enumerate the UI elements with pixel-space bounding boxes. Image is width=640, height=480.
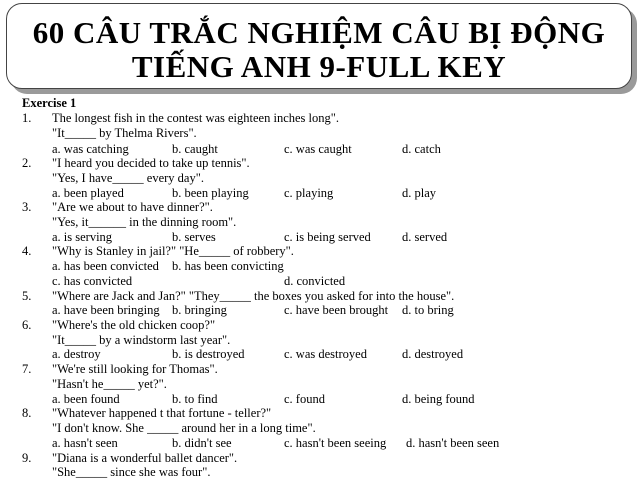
option-a: a. been played	[52, 186, 124, 200]
question-text: "I don't know. She _____ around her in a long time".	[52, 421, 316, 435]
option-d: d. being found	[402, 392, 475, 406]
option-a: a. been found	[52, 392, 120, 406]
question-number: 4.	[22, 244, 32, 258]
option-d: d. convicted	[284, 274, 346, 288]
option-d: d. catch	[402, 142, 441, 156]
question-number: 6.	[22, 318, 32, 332]
question-text: "Are we about to have dinner?".	[52, 200, 213, 214]
option-c: c. has convicted	[52, 274, 133, 288]
option-c: c. have been brought	[284, 303, 389, 317]
question-number: 8.	[22, 406, 32, 420]
question-number: 2.	[22, 156, 32, 170]
question-number: 5.	[22, 289, 32, 303]
option-b: b. caught	[172, 142, 218, 156]
option-d: d. served	[402, 230, 448, 244]
option-b: b. has been convicting	[172, 259, 284, 273]
question-number: 7.	[22, 362, 32, 376]
question-text: "Yes, I have_____ every day".	[52, 171, 204, 185]
question-text: "Yes, it______ in the dinning room".	[52, 215, 237, 229]
title-banner	[6, 3, 632, 89]
question-text: "Diana is a wonderful ballet dancer".	[52, 451, 238, 465]
question-text: "Hasn't he_____ yet?".	[52, 377, 167, 391]
question-text: "It_____ by a windstorm last year".	[52, 333, 231, 347]
option-a: a. was catching	[52, 142, 129, 156]
option-c: c. is being served	[284, 230, 371, 244]
option-c: c. hasn't been seeing	[284, 436, 387, 450]
question-text: "Whatever happened t that fortune - teller?"	[52, 406, 272, 420]
option-b: b. been playing	[172, 186, 249, 200]
option-d: d. play	[402, 186, 437, 200]
option-a: a. is serving	[52, 230, 113, 244]
option-a: a. have been bringing	[52, 303, 160, 317]
title-line-1: 60 CÂU TRẮC NGHIỆM CÂU BỊ ĐỘNG	[32, 15, 606, 50]
title-line-2: TIẾNG ANH 9-FULL KEY	[131, 49, 507, 84]
question-text: "Where's the old chicken coop?"	[52, 318, 216, 332]
question-text: The longest fish in the contest was eighteen inches long".	[52, 111, 339, 125]
option-b: b. didn't see	[172, 436, 232, 450]
question-text: "It_____ by Thelma Rivers".	[52, 126, 197, 140]
question-number: 9.	[22, 451, 32, 465]
option-a: a. hasn't seen	[52, 436, 118, 450]
option-a: a. has been convicted	[52, 259, 159, 273]
option-c: c. playing	[284, 186, 334, 200]
exercise-heading: Exercise 1	[22, 96, 77, 110]
option-b: b. bringing	[172, 303, 227, 317]
option-d: d. hasn't been seen	[406, 436, 500, 450]
option-a: a. destroy	[52, 347, 101, 361]
question-number: 3.	[22, 200, 32, 214]
question-number: 1.	[22, 111, 32, 125]
question-text: "We're still looking for Thomas".	[52, 362, 218, 376]
question-text: "Where are Jack and Jan?" "They_____ the boxes you asked for into the house".	[52, 289, 455, 303]
option-b: b. serves	[172, 230, 216, 244]
option-b: b. to find	[172, 392, 218, 406]
option-d: d. destroyed	[402, 347, 464, 361]
question-text: "She_____ since she was four".	[52, 465, 211, 479]
option-d: d. to bring	[402, 303, 454, 317]
option-c: c. found	[284, 392, 325, 406]
option-b: b. is destroyed	[172, 347, 245, 361]
option-c: c. was destroyed	[284, 347, 367, 361]
option-c: c. was caught	[284, 142, 352, 156]
question-text: "I heard you decided to take up tennis".	[52, 156, 250, 170]
question-text: "Why is Stanley in jail?" "He_____ of robbery".	[52, 244, 294, 258]
